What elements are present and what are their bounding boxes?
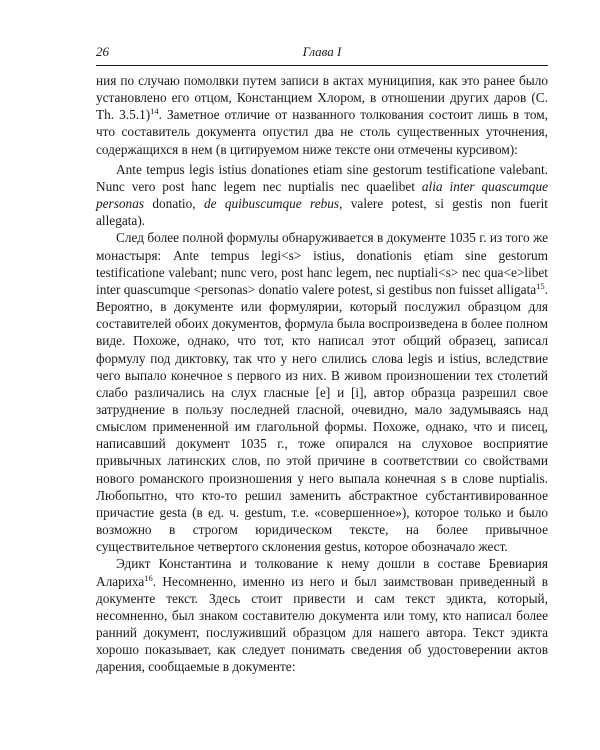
text-run: . Вероятно, в документе или формулярии, который послужил образцом для составителей обоих документов, формула была воспроизведена в более полном виде. Похоже, однако, что тот, кто написал этот общий образец, записал формулу под диктовку, так что у него слились слова legis и istius, вследствие чего выпало конечное s первого из них. В живом произношении тех столетий слабо различались на слух гласные [e] и [i], автор образца разрешил свое затруднение в пользу последней гласной, очевидно, мало задумываясь над смыслом примененной им глагольной формы. Похоже, однако, что и писец, написавший документ 1035 г., тоже опирался на слуховое восприятие привычных латинских слов, по этой причине в соответствии со свойствами нового романского произношения у него выпала конечная s в слове nuptialis. Любопытно, что кто-то решил заменить абстрактное субстантивированное причастие gesta (в ед. ч. gestum, т.е. «совершенное»), которое только и было возможно в строгом юридическом тексте, на более привычное существительное четвертого склонения gestus, которое обозначало жест. xyxy=(96,281,548,555)
main-text xyxy=(96,72,548,675)
text-run: Эдикт Константина и толкование к нему дошли в составе Бревиария Алариха xyxy=(96,556,548,589)
footnote-ref: 16 xyxy=(144,572,153,583)
footnote-ref: 15 xyxy=(536,280,545,291)
text-run: donatio, xyxy=(144,196,204,212)
text-run: . Несомненно, именно из него и был заимствован приведенный в документе текст. Здесь стоит привести и сам текст эдикта, который, несомненно, был знаком составителю документа или тому, кто написал более ранний документ, послуживший образцом для нашего автора. Текст эдикта хорошо показывает, как следует понимать сведения об удостоверении актов дарения, сообщаемые в документе: xyxy=(96,573,548,675)
paragraph-continuation xyxy=(96,72,548,158)
text-run: Ante tempus legis istius donationes etiam sine gestorum testificatione valebant. Nunc vero post hanc legem nec nuptialis nec quaelibet xyxy=(96,161,548,194)
text-run: След более полной формулы обнаруживается в документе 1035 г. из того же монастыря: Ante tempus legi<s> istius, donationis ẹtiam sine gestorum testificatione valebant; nunc vero, post hanc legem, nec nuptiali<s> nec qua<e>libet inter quascumque <personas> donatio valere potest, si gestibus non fuisset alligata xyxy=(96,230,548,297)
paragraph xyxy=(96,229,548,555)
latin-quotation xyxy=(96,161,548,230)
paragraph xyxy=(96,555,548,675)
italic-text: alia inter quascumque personas xyxy=(96,178,548,212)
italic-text: de quibuscumque rebus xyxy=(203,196,340,212)
chapter-title: Глава I xyxy=(302,44,342,59)
text-run: , valere potest, si gestis non fuerit allegata). xyxy=(96,196,549,229)
text-run: ния по случаю помолвки путем записи в актах муниципия, как это ранее было установлено его отцом, Констанцием Хлором, в отношении других даров (C. Th. 3.5.1) xyxy=(96,73,548,123)
header-rule xyxy=(96,65,548,66)
text-run: . Заметное отличие от названного толкования состоит лишь в том, что составитель документа опустил два не столь существенных уточнения, содержащихся в нем (в цитируемом ниже тексте они отмечены курсивом): xyxy=(96,107,548,157)
footnote-ref: 14 xyxy=(150,106,159,117)
running-header xyxy=(96,40,548,64)
page-number: 26 xyxy=(96,44,109,59)
